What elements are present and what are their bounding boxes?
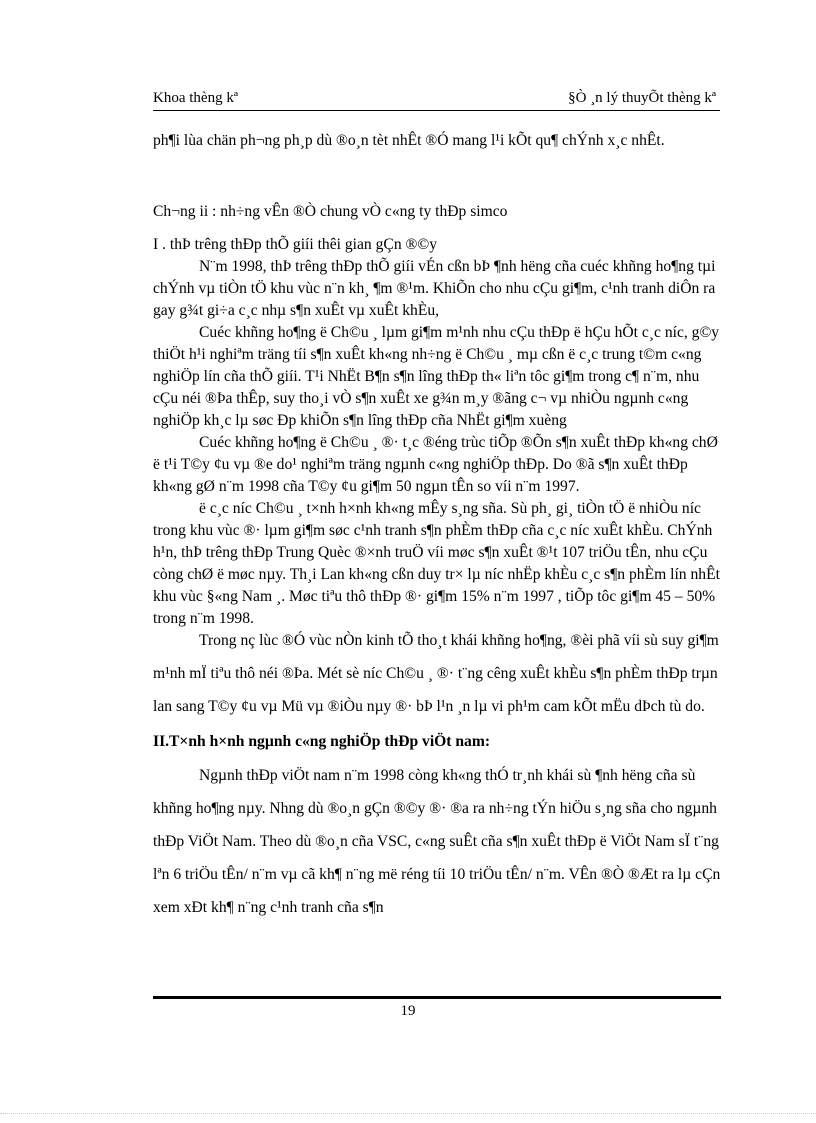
document-body	[153, 124, 721, 924]
header-right-text: §Ò ¸n lý thuyÕt thèng kª	[568, 90, 716, 106]
paragraph: ph¶i lùa chän ph¬ng ph¸p dù ®o¸n tèt nhÊt ®Ó mang l¹i kÕt qu¶ chÝnh x¸c nhÊt.	[153, 132, 665, 149]
page-break-line	[0, 1113, 816, 1114]
paragraph: ë c¸c níc Ch©u ¸ t×nh h×nh kh«ng mÊy s¸ng sña. Sù ph¸ gi¸ tiÒn tÖ ë nhiÒu níc trong khu vùc ®· lµm gi¶m søc c¹nh tranh s¶n phÈm thÐp cña c¸c níc xuÊt khÈu. ChÝnh h¹n, thÞ trêng thÐp Trung Quèc ®×nh truÖ víi møc s¶n xuÊt ®¹t 107 triÖu tÊn, nhu cÇu còng chØ ë møc nµy. Th¸i Lan kh«ng cßn duy tr× lµ níc nhËp khÈu c¸c s¶n phÈm lín nhÊt khu vùc §«ng Nam ¸. Møc tiªu thô thÐp ®· gi¶m 15% n¨m 1997 , tiÕp tôc gi¶m 45 – 50% trong n¨m 1998.	[153, 500, 720, 627]
section-heading: I . thÞ trêng thÐp thÕ giíi thêi gian gÇn ®©y	[153, 236, 438, 253]
chapter-heading: Ch¬ng ii : nh÷ng vÊn ®Ò chung vÒ c«ng ty thÐp simco	[153, 203, 508, 220]
paragraph: Cuéc khñng ho¶ng ë Ch©u ¸ lµm gi¶m m¹nh nhu cÇu thÐp ë hÇu hÕt c¸c níc, g©y thiÖt h¹i nghiªm träng tíi s¶n xuÊt kh«ng nh÷ng ë Ch©u ¸ mµ cßn ë c¸c trung t©m c«ng nghiÖp lín cña thÕ giíi. T¹i NhËt B¶n s¶n lîng thÐp th« liªn tôc gi¶m trong c¶ n¨m, nhu cÇu néi ®Þa thÊp, suy tho¸i vÒ s¶n xuÊt xe g¾n m¸y ®ãng c¬ vµ nhiÒu ngµnh c«ng nghiÖp kh¸c lµ søc Ðp khiÕn s¶n lîng thÐp cña NhËt gi¶m xuèng	[153, 324, 720, 429]
paragraph: N¨m 1998, thÞ trêng thÐp thÕ giíi vÉn cßn bÞ ¶nh hëng cña cuéc khñng ho¶ng tµi chÝnh vµ tiÒn tÖ khu vùc n¨n kh¸ ¶m ®¹m. KhiÕn cho nhu cÇu gi¶m, c¹nh tranh diÔn ra gay g¾t gi÷a c¸c nhµ s¶n xuÊt vµ xuÊt khÈu,	[153, 258, 716, 319]
page-header	[153, 88, 720, 111]
page-number: 19	[400, 1003, 416, 1019]
paragraph: Cuéc khñng ho¶ng ë Ch©u ¸ ®· t¸c ®éng trùc tiÕp ®Õn s¶n xuÊt thÐp kh«ng chØ ë t¹i T©y ¢u vµ ®e do¹ nghiªm träng ngµnh c«ng nghiÖp thÐp. Do ®ã s¶n xuÊt thÐp kh«ng gØ n¨m 1998 cña T©y ¢u gi¶m 50 ngµn tÊn so víi n¨m 1997.	[153, 434, 718, 495]
paragraph: Ngµnh thÐp viÖt nam n¨m 1998 còng kh«ng thÓ tr¸nh khái sù ¶nh hëng cña sù khñng ho¶ng nµy. Nhng dù ®o¸n gÇn ®©y ®· ®a ra nh÷ng tÝn hiÖu s¸ng sña cho ngµnh thÐp ViÖt Nam. Theo dù ®o¸n cña VSC, c«ng suÊt cña s¶n xuÊt thÐp ë ViÖt Nam sÏ t¨ng lªn 6 triÖu tÊn/ n¨m vµ cã kh¶ n¨ng më réng tíi 10 triÖu tÊn/ n¨m. VÊn ®Ò ®Æt ra lµ cÇn xem xÐt kh¶ n¨ng c¹nh tranh cña s¶n	[153, 767, 721, 916]
header-left-text: Khoa thèng kª	[153, 90, 238, 106]
paragraph: Trong nç lùc ®Ó vùc nÒn kinh tÕ tho¸t khái khñng ho¶ng, ®èi phã víi sù suy gi¶m m¹nh mÏ tiªu thô néi ®Þa. Mét sè níc Ch©u ¸ ®· t¨ng cêng xuÊt khÈu s¶n phÈm thÐp trµn lan sang T©y ¢u vµ Mü vµ ®iÒu nµy ®· bÞ l¹n ¸n lµ vi ph¹m cam kÕt mËu dÞch tù do.	[153, 632, 719, 715]
section-heading: II.T×nh h×nh ngµnh c«ng nghiÖp thÐp viÖt nam:	[153, 733, 491, 750]
footer-rule	[153, 996, 721, 999]
